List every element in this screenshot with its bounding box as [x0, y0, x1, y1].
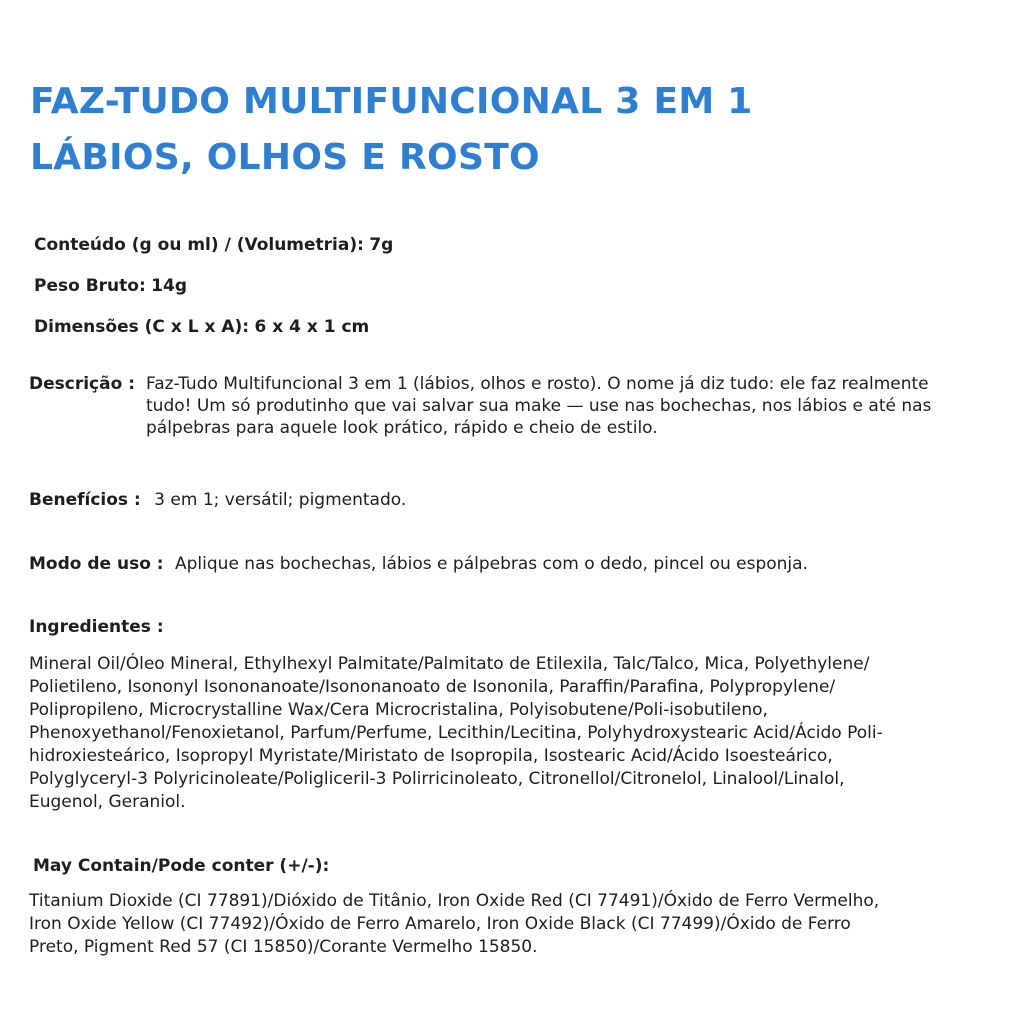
spec-gross-weight — [34, 276, 187, 296]
spec-content-value: 7g — [369, 235, 394, 255]
description-text: Faz-Tudo Multifuncional 3 em 1 (lábios, olhos e rosto). O nome já diz tudo: ele faz realmente tudo! Um só produtinho que vai salvar sua make — use nas bochechas, nos lábios e até nas pálpebras para aquele look prático, rápido e cheio de estilo. — [146, 374, 932, 438]
usage-row — [29, 554, 808, 574]
benefits-row — [29, 490, 406, 510]
spec-gross-weight-value: 14g — [151, 276, 187, 296]
spec-content — [34, 235, 393, 255]
benefits-label: Benefícios : — [29, 490, 141, 510]
spec-gross-weight-label: Peso Bruto: — [34, 276, 146, 296]
product-title-line-1: FAZ-TUDO MULTIFUNCIONAL 3 EM 1 — [30, 81, 753, 122]
may-contain-list — [29, 890, 999, 959]
spec-dimensions-label: Dimensões (C x L x A): — [34, 317, 250, 337]
product-title-line-2: LÁBIOS, OLHOS E ROSTO — [30, 137, 540, 178]
ingredients-line: Polipropileno, Microcrystalline Wax/Cera Microcristalina, Polyisobutene/Poli-isobutileno, — [29, 700, 768, 720]
may-contain-line: Titanium Dioxide (CI 77891)/Dióxido de Titânio, Iron Oxide Red (CI 77491)/Óxido de Ferro Vermelho, — [29, 891, 880, 911]
ingredients-line: Phenoxyethanol/Fenoxietanol, Parfum/Perfume, Lecithin/Lecitina, Polyhydroxystearic Acid/Ácido Poli- — [29, 723, 883, 743]
ingredients-line: Eugenol, Geraniol. — [29, 792, 186, 812]
ingredients-label: Ingredientes : — [29, 617, 164, 637]
product-title — [30, 74, 753, 186]
ingredients-line: Mineral Oil/Óleo Mineral, Ethylhexyl Palmitate/Palmitato de Etilexila, Talc/Talco, Mica, Polyethylene/ — [29, 654, 870, 674]
usage-label: Modo de uso : — [29, 554, 164, 574]
usage-text: Aplique nas bochechas, lábios e pálpebras com o dedo, pincel ou esponja. — [175, 554, 808, 574]
ingredients-list — [29, 653, 999, 814]
may-contain-line: Preto, Pigment Red 57 (CI 15850)/Corante Vermelho 15850. — [29, 937, 538, 957]
ingredients-line: Polietileno, Isononyl Isononanoate/Isononanoato de Isononila, Paraffin/Parafina, Polypropylene/ — [29, 677, 836, 697]
ingredients-line: hidroxiesteárico, Isopropyl Myristate/Miristato de Isopropila, Isostearic Acid/Ácido Isoesteárico, — [29, 746, 833, 766]
ingredients-line: Polyglyceryl-3 Polyricinoleate/Poligliceril-3 Polirricinoleato, Citronellol/Citronelol, Linalool/Linalol, — [29, 769, 845, 789]
description-label: Descrição : — [29, 374, 135, 394]
benefits-text: 3 em 1; versátil; pigmentado. — [154, 490, 407, 510]
may-contain-line: Iron Oxide Yellow (CI 77492)/Óxido de Ferro Amarelo, Iron Oxide Black (CI 77499)/Óxido de Ferro — [29, 914, 851, 934]
may-contain-label: May Contain/Pode conter (+/-): — [33, 856, 330, 876]
spec-dimensions-value: 6 x 4 x 1 cm — [254, 317, 370, 337]
spec-content-label: Conteúdo (g ou ml) / (Volumetria): — [34, 235, 364, 255]
spec-dimensions — [34, 317, 369, 337]
